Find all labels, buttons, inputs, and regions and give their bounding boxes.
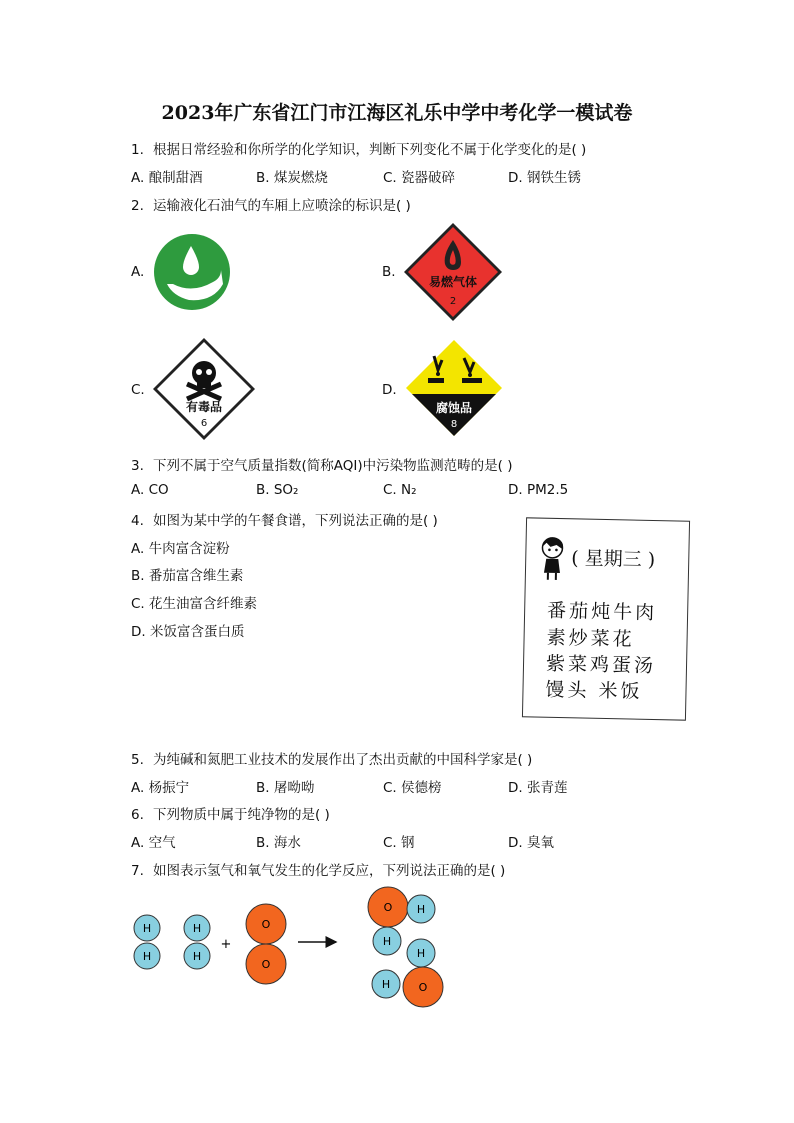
- sign-class-number: 8: [450, 419, 458, 430]
- cartoon-student-icon: [536, 535, 569, 582]
- page-title: 2023年广东省江门市江海区礼乐中学中考化学一模试卷: [161, 102, 633, 124]
- option-b: B. 煤炭燃烧: [256, 170, 328, 186]
- water-molecule: [368, 887, 435, 927]
- sign-label: 腐蚀品: [435, 401, 473, 415]
- option-c: C. 钢: [383, 835, 415, 851]
- sign-class-number: 6: [200, 418, 208, 429]
- option-d: D. 钢铁生锈: [508, 170, 581, 186]
- atom-label: H: [192, 922, 202, 935]
- water-molecule: [372, 967, 443, 1007]
- menu-item: 馒头 米饭: [545, 678, 643, 703]
- question-number: 2.: [131, 198, 144, 214]
- atom-label: O: [261, 918, 271, 931]
- question-5: [131, 748, 532, 768]
- option-c: C. 瓷器破碎: [383, 170, 456, 186]
- question-number: 5.: [131, 752, 144, 768]
- menu-day: ( 星期三 ): [571, 547, 656, 572]
- flammable-gas-sign-icon: [403, 222, 503, 322]
- option-b: B. 海水: [256, 835, 301, 851]
- oxygen-molecule: [246, 904, 286, 984]
- option-a: A. 空气: [131, 835, 176, 851]
- question-7: [131, 859, 505, 879]
- atom-label: H: [382, 935, 392, 948]
- option-d: D. 米饭富含蛋白质: [131, 624, 245, 640]
- option-b: B. 番茄富含维生素: [131, 568, 244, 584]
- question-text: 运输液化石油气的车厢上应喷涂的标识是( ): [153, 198, 411, 214]
- menu-item: 紫菜鸡蛋汤: [545, 652, 657, 678]
- atom-label: H: [142, 950, 152, 963]
- hydrogen-molecule: [373, 927, 435, 967]
- option-c: C. N₂: [383, 482, 417, 498]
- option-b: B. SO₂: [256, 482, 299, 498]
- menu-item: 素炒菜花: [546, 626, 635, 651]
- question-1: [131, 138, 586, 158]
- reaction-diagram: [125, 880, 465, 1010]
- option-a: A. 牛肉富含淀粉: [131, 541, 230, 557]
- atom-label: O: [418, 981, 428, 994]
- question-number: 4.: [131, 513, 144, 529]
- atom-label: O: [261, 958, 271, 971]
- atom-label: H: [192, 950, 202, 963]
- option-d: D. 张青莲: [508, 780, 568, 796]
- sign-label: 易燃气体: [428, 275, 478, 289]
- atom-label: H: [416, 947, 426, 960]
- question-text: 如图表示氢气和氧气发生的化学反应，下列说法正确的是( ): [153, 863, 506, 879]
- question-3: [131, 454, 512, 474]
- question-text: 如图为某中学的午餐食谱，下列说法正确的是( ): [153, 513, 438, 529]
- question-text: 为纯碱和氮肥工业技术的发展作出了杰出贡献的中国科学家是( ): [153, 752, 533, 768]
- option-a: A.: [131, 264, 145, 280]
- option-d: D. PM2.5: [508, 482, 569, 498]
- hydrogen-molecule: [134, 915, 160, 969]
- option-c: C. 侯德榜: [383, 780, 442, 796]
- option-a: A. 酿制甜酒: [131, 170, 203, 186]
- plus-sign: +: [220, 937, 232, 952]
- question-text: 下列不属于空气质量指数(简称AQI)中污染物监测范畴的是( ): [153, 458, 513, 474]
- question-6: [131, 803, 330, 823]
- atom-label: H: [416, 903, 426, 916]
- lunch-menu-card: [522, 517, 690, 720]
- question-text: 下列物质中属于纯净物的是( ): [153, 807, 330, 823]
- question-number: 7.: [131, 863, 144, 879]
- option-c: C. 花生油富含纤维素: [131, 596, 258, 612]
- option-a: A. CO: [131, 482, 169, 498]
- toxic-sign-icon: [152, 337, 256, 441]
- question-2: [131, 194, 411, 214]
- menu-item: 番茄炖牛肉: [546, 599, 658, 625]
- sign-class-number: 2: [449, 296, 457, 307]
- question-number: 3.: [131, 458, 144, 474]
- atom-label: H: [381, 978, 391, 991]
- water-saving-sign-icon: [151, 232, 233, 312]
- question-number: 6.: [131, 807, 144, 823]
- question-number: 1.: [131, 142, 144, 158]
- hydrogen-molecule: [184, 915, 210, 969]
- option-c: C.: [131, 382, 145, 398]
- option-b: B.: [382, 264, 396, 280]
- question-text: 根据日常经验和你所学的化学知识，判断下列变化不属于化学变化的是( ): [153, 142, 587, 158]
- option-d: D. 臭氧: [508, 835, 554, 851]
- corrosive-sign-icon: [404, 338, 504, 438]
- option-a: A. 杨振宁: [131, 780, 190, 796]
- option-d: D.: [382, 382, 397, 398]
- atom-label: O: [383, 901, 393, 914]
- option-b: B. 屠呦呦: [256, 780, 315, 796]
- atom-label: H: [142, 922, 152, 935]
- question-4: [131, 509, 438, 529]
- sign-label: 有毒品: [185, 400, 223, 414]
